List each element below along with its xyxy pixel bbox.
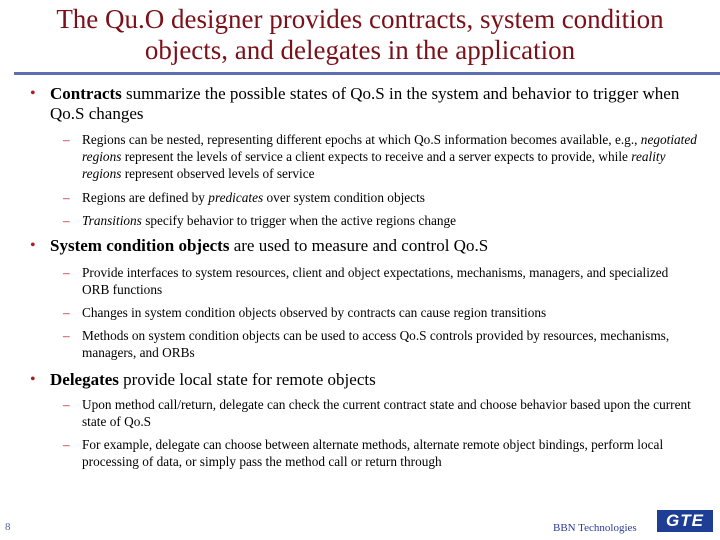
sub-bullet-example — [63, 436, 697, 470]
sub-italic: Transitions — [82, 213, 142, 228]
bullet-marker: • — [30, 371, 36, 388]
dash-marker: – — [63, 397, 70, 412]
sub-text: Provide interfaces to system resources, client and object expectations, mechanisms, managers, and specialized ORB functions — [82, 265, 669, 297]
bullet-system-condition-objects — [30, 236, 700, 256]
sub-text: represent observed levels of service — [121, 166, 315, 181]
title-divider — [14, 72, 720, 75]
bullet-text: are used to measure and control Qo.S — [229, 236, 489, 255]
sub-italic: negotiated regions — [82, 132, 697, 164]
dash-marker: – — [63, 190, 70, 205]
sub-text: Upon method call/return, delegate can check the current contract state and choose behavior based upon the current state of Qo.S — [82, 397, 691, 429]
bullet-text: summarize the possible states of Qo.S in the system and behavior to trigger when Qo.S changes — [50, 84, 680, 123]
sub-text: over system condition objects — [263, 190, 425, 205]
sub-text: Changes in system condition objects observed by contracts can cause region transitions — [82, 305, 547, 320]
bullet-marker: • — [30, 237, 36, 254]
dash-marker: – — [63, 213, 70, 228]
sub-bullet-provide-interfaces — [63, 264, 697, 298]
sub-bullet-regions-predicates — [63, 189, 697, 206]
sub-text: For example, delegate can choose between alternate methods, alternate remote object bindings, perform local processing of data, or simply pass the method call or return through — [82, 437, 664, 469]
sub-text: Methods on system condition objects can be used to access Qo.S controls provided by resources, mechanisms, managers, and ORBs — [82, 328, 670, 360]
dash-marker: – — [63, 437, 70, 452]
page-number: 8 — [5, 521, 11, 533]
sub-text: represent the levels of service a client expects to receive and a server expects to provide, while — [121, 149, 632, 164]
bullet-keyword: Contracts — [50, 84, 122, 103]
bullet-delegates — [30, 370, 700, 390]
sub-text: Regions can be nested, representing different epochs at which Qo.S information becomes available, e.g., — [82, 132, 641, 147]
sub-bullet-transitions — [63, 212, 697, 229]
dash-marker: – — [63, 328, 70, 343]
sub-italic: predicates — [208, 190, 264, 205]
slide-title-line-2: objects, and delegates in the application — [144, 35, 576, 65]
bullet-marker: • — [30, 85, 36, 102]
slide-title-line-1: The Qu.O designer provides contracts, system condition — [56, 4, 664, 34]
slide-title — [0, 4, 720, 66]
sub-bullet-method-call — [63, 396, 697, 430]
bullet-keyword: Delegates — [50, 370, 119, 389]
bullet-contracts — [30, 84, 700, 124]
sub-bullet-regions-nested — [63, 131, 697, 182]
sub-italic: reality regions — [82, 149, 666, 181]
footer-organization: BBN Technologies — [553, 522, 637, 534]
sub-text: specify behavior to trigger when the active regions change — [141, 213, 457, 228]
dash-marker: – — [63, 265, 70, 280]
bullet-text: provide local state for remote objects — [118, 370, 376, 389]
sub-bullet-changes — [63, 304, 697, 321]
bullet-keyword: System condition objects — [50, 236, 230, 255]
sub-text: Regions are defined by — [82, 190, 209, 205]
sub-bullet-methods — [63, 327, 697, 361]
dash-marker: – — [63, 132, 70, 147]
gte-logo: GTE — [657, 510, 713, 532]
dash-marker: – — [63, 305, 70, 320]
